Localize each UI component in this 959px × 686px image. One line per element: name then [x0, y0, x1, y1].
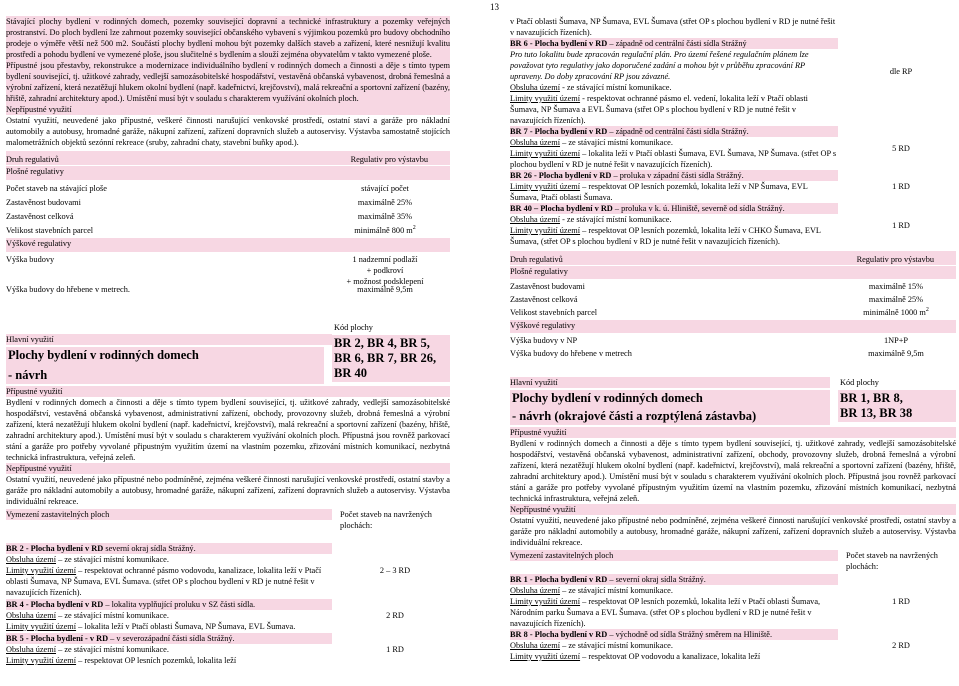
regulations-table: [510, 251, 956, 359]
card-header: [6, 322, 450, 384]
area-limits: Limity využití území – respektovat OP lesních pozemků, lokalita leží v Ptačí oblasti Šumava, Národním parku Šumava a EVL Šumava. (střet OP s plochou bydlení v RD je nutné řešit v navazujících řízeních).: [510, 597, 821, 628]
reg-value: maximálně 9,5m: [868, 349, 924, 358]
card-title-line2: - návrh (okrajové části a rozptýlená zástavba): [512, 409, 757, 423]
area-limits: Limity využití území – respektovat ochranné pásmo vodovodu, kanalizace, lokalita leží v Ptačí oblasti Šumava, NP Šumava, EVL Šumava. (střet OP s plochou bydlení v RD je nutné řešit v navazujících řízeních).: [6, 566, 322, 597]
area-limits: Limity využití území - respektovat ochranné pásmo el. vedení, lokalita leží v Ptačí oblasti Šumava, NP Šumava a EVL Šumava (střet OP s plochou bydlení v RD je nutné řešit v navazujících řízeních).: [510, 94, 808, 125]
reg-value: 1 nadzemní podlaží: [352, 255, 418, 264]
code-line: BR 1, BR 8,: [840, 391, 903, 405]
reg-value: maximálně 25%: [868, 295, 924, 304]
reg-row: [510, 305, 956, 318]
allowed-text: Bydlení v rodinných domech a činnosti a děje s tímto typem bydlení související, tj. užitkové zahrady, vedlejší samozásobitelské hospodářství, vestavěná občanská vybavenost, administrativní zařízení, obchody, provozovny služeb, drobná řemeslná a výrobní zařízení, která nezatěžují hlukem okolní bydlení (např. kadeřnictví, krejčovství), malá rekreační a sportovní zařízení (bazény, hřiště, zahradní architektury apod.). Umístění musí být v souladu s charakterem využívání okolních ploch. Přípustná jsou rovněž parkovací stání a garáže pro potřeby vyvolané přípustným využitím území na vlastním pozemku, zřizování místních komunikací, nezbytná technická infrastruktura, veřejná zeleň.: [510, 439, 956, 503]
area-title: BR 40 – Plocha bydlení v RD – proluka v k. ú. Hliniště, severně od sídla Strážný.: [510, 203, 838, 214]
reg-area-label: Plošné regulativy: [6, 166, 450, 180]
area-br26: [510, 170, 956, 203]
area-access: Obsluha území – ze stávající místní komunikace.: [510, 586, 673, 595]
allowed-label: Přípustné využití: [6, 386, 450, 397]
reg-value: maximálně 35%: [357, 212, 413, 221]
count-label: Počet staveb na navržených plochách:: [846, 551, 938, 571]
area-access: Obsluha území – ze stávající místní komunikace.: [510, 641, 673, 650]
reg-height-label: Výškové regulativy: [510, 320, 956, 333]
reg-value: minimálně 1000 m: [863, 308, 926, 317]
area-count: 1 RD: [892, 220, 910, 230]
reg-row: [510, 292, 956, 305]
forbidden-text: Ostatní využití, neuvedené jako přípustné, veškeré činnosti narušující venkovské prostředí, ostatní staví a garáže pro nákladní automobily a autobusy, hromadné garáže, nákupní zařízení, zařízení dopravních služeb a autoservisy. Výstavba samostatně stojících malometrážních objektů sezónní rekreace (sruby, zahradní chaty, stavební buňky apod.).: [6, 116, 450, 147]
area-title: BR 4 - Plocha bydlení v RD – lokalita vyplňující proluku v SZ části sídla.: [6, 599, 332, 610]
reg-label: Velikost stavebních parcel: [6, 226, 94, 235]
main-use-label: Hlavní využití: [6, 334, 332, 345]
intro-text-a: Stávající plochy bydlení v rodinných domech, pozemky související dopravní a technické infrastruktury a pozemky veřejných prostranství. Do ploch bydlení lze zahrnout pozemky související občanského vybavení s výjimkou pozemků pro budovy obchodního prodeje o výměře větší než 500 m2.: [6, 17, 450, 48]
reg-header: [6, 151, 450, 165]
card-title-line2: - návrh: [8, 368, 48, 382]
area-access: Obsluha území – ze stávající místní komunikace.: [6, 555, 169, 564]
area-limits: Limity využití území – lokalita leží v Ptačí oblasti Šumava, NP Šumava, EVL Šumava.: [6, 622, 296, 631]
intro-paragraph-2: Přípustné jsou přestavby, rekonstrukce a modernizace individuálního bydlení v rodinných domech a činnosti a děje s tímto typem bydlení související, tj. užitkové zahrady, vedlejší samozásobitelské hospodářství, vestavěná občanská vybavenost, drobná řemeslná a výrobní zařízení, která nezatěžují hlukem okolní bydlení (např. kadeřnictví, krejčovství), malá rekreační a sportovní zařízení (bazény, hřiště, zahradní architektury apod.). Umístění musí být v souladu s charakterem využívání okolních ploch.: [6, 61, 450, 103]
area-count: 2 RD: [892, 641, 910, 650]
area-access: Obsluha území – ze stávající místní komunikace.: [6, 611, 169, 620]
forbidden-text: Ostatní využití, neuvedené jako přípustné nebo podmíněné, zejména veškeré činnosti narušující venkovské prostředí, ostatní stavby a garáže pro nákladní automobily a autobusy, hromadné garáže, nákupní zařízení, zařízení dopravních služeb a autoservisy. Výstavba individuální rekreace.: [6, 475, 450, 506]
reg-label: Zastavěnost budovami: [6, 198, 81, 207]
limits-header: [510, 550, 956, 572]
code-line: BR 13, BR 38: [840, 406, 913, 420]
area-count: 1 RD: [386, 645, 404, 654]
card-title-line1: Plochy bydlení v rodinných domech: [512, 391, 703, 405]
reg-sup: 2: [412, 225, 416, 232]
area-note: Pro tuto lokalitu bude zpracován regulační plán. Pro území řešené regulačním plánem lze považovat tyto regulativy jako doporučené zadání a mohou být v průběhu zpracování RP upraveny. Do doby zpracování RP jsou závazné.: [510, 50, 809, 81]
forbidden-text: Ostatní využití, neuvedené jako přípustné nebo podmíněné, zejména veškeré činnosti narušující venkovské prostředí, ostatní stavby a garáže pro nákladní automobily a autobusy, hromadné garáže, nákupní zařízení, zařízení dopravních služeb a autoservisy. Výstavba individuální rekreace.: [510, 516, 956, 547]
card-title-line1: Plochy bydlení v rodinných domech: [8, 348, 199, 362]
reg-label: Zastavěnost budovami: [510, 282, 585, 291]
continued-text: v Ptačí oblasti Šumava, NP Šumava, EVL Šumava (střet OP s plochou bydlení v RD je nutné řešit v navazujících řízeních).: [510, 17, 836, 37]
area-access: Obsluha území - ze stávající místní komunikace.: [510, 83, 672, 92]
limits-label: Vymezení zastavitelných ploch: [510, 550, 838, 561]
reg-label: Výška budovy do hřebene v metrech: [510, 349, 632, 358]
reg-label: Velikost stavebních parcel: [510, 308, 598, 317]
limits-header: [6, 509, 450, 531]
reg-area-label: Plošné regulativy: [510, 266, 956, 279]
area-count: 2 – 3 RD: [379, 566, 411, 575]
code-line: BR 40: [334, 366, 367, 380]
limits-label: Vymezení zastavitelných ploch: [6, 509, 332, 520]
area-limits: Limity využití území – lokalita leží v Ptačí oblasti Šumava, EVL Šumava, NP Šumava. (střet OP s plochou bydlení v RD je nutné řešit v navazujících řízeních).: [510, 149, 837, 169]
reg-header-right: Regulativ pro výstavbu: [856, 255, 934, 264]
reg-value: + možnost podsklepení: [346, 277, 424, 286]
area-count: dle RP: [889, 66, 913, 76]
reg-label: Výška budovy v NP: [510, 336, 578, 345]
regulations-table: [6, 151, 450, 295]
reg-row: [6, 222, 450, 236]
area-access: Obsluha území - ze stávající místní komunikace.: [510, 215, 672, 224]
area-br8: [510, 629, 956, 662]
area-count: 5 RD: [892, 143, 910, 153]
reg-header: [510, 251, 956, 265]
area-count: 2 RD: [386, 611, 404, 620]
card-header: [510, 377, 956, 425]
code-line: BR 2, BR 4, BR 5,: [334, 336, 430, 350]
area-br6: [510, 16, 956, 126]
area-limits: Limity využití území – respektovat OP vodovodu a kanalizace, lokalita leží: [510, 652, 761, 661]
area-br7: [510, 126, 956, 170]
forbidden-label: Nepřípustné využití: [6, 463, 450, 474]
area-title: BR 6 - Plocha bydlení v RD – západně od centrální části sídla Strážný: [510, 38, 838, 49]
area-count: 1 RD: [892, 597, 910, 606]
land-use-card: [510, 377, 956, 662]
reg-row: [6, 283, 450, 295]
reg-value: 1NP+P: [883, 336, 909, 345]
area-limits: Limity využití území – respektovat OP lesních pozemků, lokalita leží v NP Šumava, EVL Šumava, Ptačí oblasti Šumava.: [510, 182, 808, 202]
allowed-text: Bydlení v rodinných domech a činnosti a děje s tímto typem bydlení související, tj. užitkové zahrady, vedlejší samozásobitelské hospodářství, vestavěná občanská vybavenost, administrativní zařízení, obchody, provozovny služeb, drobná řemeslná a výrobní zařízení, která nezatěžují hlukem okolní bydlení (např. kadeřnictví, krejčovství), malá rekreační a sportovní zařízení (bazény, hřiště, zahradní architektury apod.). Umístění musí být v souladu s charakterem využívání okolních ploch. Přípustná jsou rovněž parkovací stání a garáže pro potřeby vyvolané připustným využitím území na vlastním pozemku, zřizování místních komunikací, nezbytná technická infrastruktura, veřejná zeleň.: [6, 398, 450, 462]
allowed-label: Přípustné využití: [510, 427, 956, 438]
reg-row: [6, 194, 450, 208]
area-title: BR 2 - Plocha bydlení v RD severní okraj sídla Strážný.: [6, 543, 332, 554]
main-use-label: Hlavní využití: [510, 377, 830, 388]
reg-label: Počet staveb na stávající ploše: [6, 184, 107, 193]
area-br4: [6, 599, 450, 632]
page-number: 13: [490, 2, 499, 12]
area-access: Obsluha území – ze stávající místní komunikace.: [6, 645, 169, 654]
code-label: Kód plochy: [334, 323, 373, 332]
reg-header-left: Druh regulativů: [6, 155, 59, 164]
reg-row: [510, 333, 956, 346]
reg-sup: 2: [925, 307, 929, 314]
code-label: Kód plochy: [840, 378, 879, 387]
area-title: BR 5 - Plocha bydlení - v RD – v severozápadní části sídla Strážný.: [6, 633, 332, 644]
reg-header-right: Regulativ pro výstavbu: [350, 155, 428, 164]
area-count: 1 RD: [892, 182, 910, 191]
reg-value: stávající počet: [361, 184, 409, 193]
code-line: BR 6, BR 7, BR 26,: [334, 351, 437, 365]
reg-row: [6, 180, 450, 194]
area-title: BR 1 - Plocha bydlení v RD – severní okraj sídla Strážný.: [510, 574, 838, 585]
intro-paragraph-1: [6, 16, 450, 60]
area-title: BR 8 - Plocha bydlení v RD – východně od sídla Strážný směrem na Hliniště.: [510, 629, 838, 640]
count-label: Počet staveb na navržených plochách:: [340, 510, 432, 530]
forbidden-label: Nepřípustné využití: [510, 504, 956, 515]
reg-row: [510, 346, 956, 359]
area-limits: Limity využití území – respektovat OP lesních pozemků, lokalita leží v CHKO Šumava, EVL Šumava, (střet OP s plochou bydlení v RD je nutné řešit v navazujících řízeních).: [510, 226, 821, 246]
reg-row: [6, 208, 450, 222]
reg-height-label: Výškové regulativy: [6, 238, 450, 252]
reg-value: maximálně 9,5m: [357, 285, 413, 294]
intro-text-b: Součástí plochy bydlení mohou být pozemky dalších staveb a zařízení, které nesnižují kvalitu prostředí a pohodu bydlení ve vymezené ploše, jsou slučitelné s bydlením a slouží zejména obyvatelům v takto vymezené ploše.: [6, 39, 450, 59]
reg-label: Výška budovy do hřebene v metrech.: [6, 285, 130, 294]
reg-label: Výška budovy: [6, 255, 55, 264]
area-br40: [510, 203, 956, 247]
area-br1: [510, 574, 956, 629]
reg-value: + podkroví: [366, 266, 404, 275]
reg-row: [510, 279, 956, 292]
reg-label: Zastavěnost celková: [6, 212, 74, 221]
reg-value: minimálně 800 m: [354, 226, 413, 235]
left-column: [6, 16, 450, 684]
area-access: Obsluha území – ze stávající místní komunikace.: [510, 138, 673, 147]
area-title: BR 26 - Plocha bydlení v RD – proluka v západní části sídla Strážný.: [510, 170, 838, 181]
land-use-card: [6, 322, 450, 666]
area-br2: [6, 543, 450, 598]
reg-header-left: Druh regulativů: [510, 255, 563, 264]
reg-value: maximálně 15%: [868, 282, 924, 291]
right-column: [510, 16, 956, 684]
area-limits: Limity využití území – respektovat OP lesních pozemků, lokalita leží: [6, 656, 237, 665]
reg-value: maximálně 25%: [357, 198, 413, 207]
area-br5: [6, 633, 450, 666]
area-title: BR 7 - Plocha bydlení v RD – západně od centrální části sídla Strážný.: [510, 126, 838, 137]
forbidden-label: Nepřípustné využití: [6, 104, 450, 115]
reg-label: Zastavěnost celková: [510, 295, 578, 304]
